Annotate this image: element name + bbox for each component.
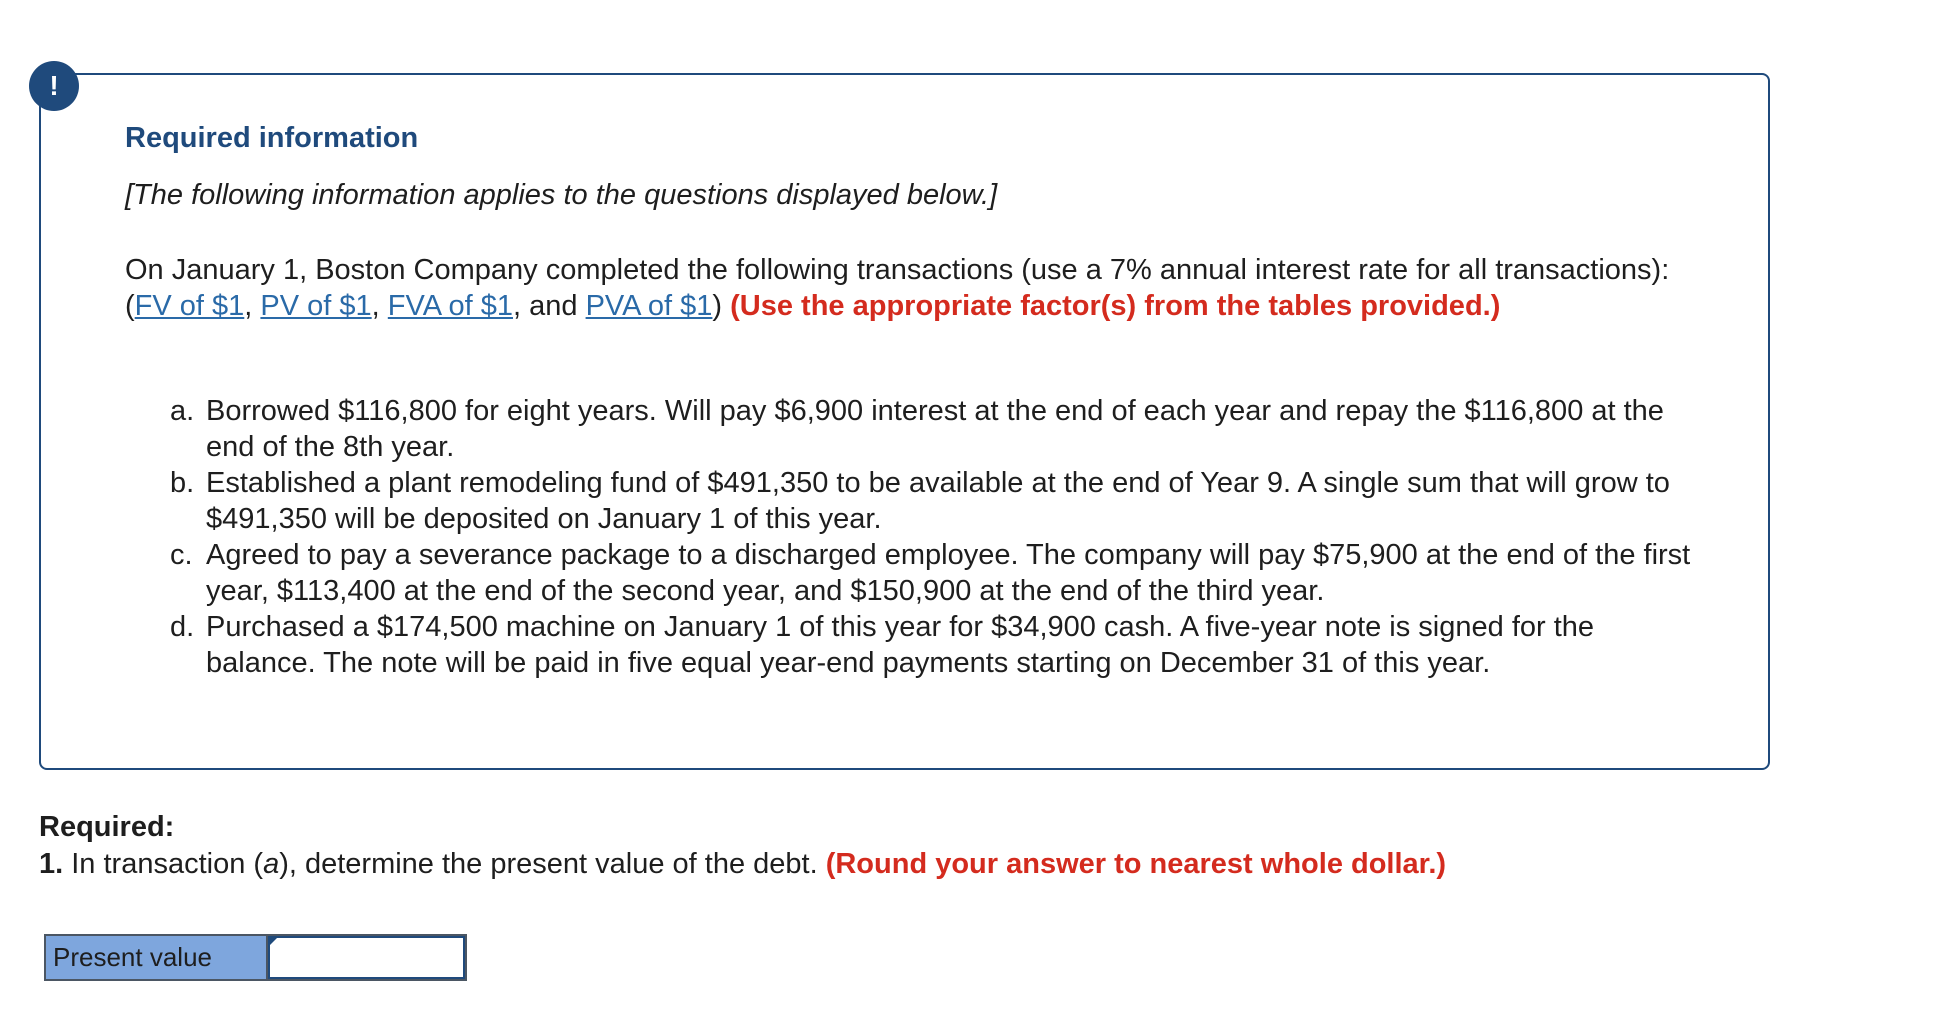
fv-table-link[interactable]: FV of $1	[134, 290, 245, 322]
intro-text: On January 1, Boston Company completed the following transactions (use a 7% annual interest rate for all transactions): (	[125, 254, 1670, 322]
item-text: Agreed to pay a severance package to a discharged employee. The company will pay $75,900 at the end of the first year, $113,400 at the end of the second year, and $150,900 at the end of the third year.	[206, 539, 1691, 607]
question-pre: In transaction (	[63, 848, 264, 880]
info-subtitle: [The following information applies to the questions displayed below.]	[125, 179, 998, 211]
intro-paragraph	[125, 252, 1685, 324]
factor-instruction: (Use the appropriate factor(s) from the tables provided.)	[730, 290, 1501, 322]
answer-cell	[266, 934, 467, 981]
list-item	[170, 609, 1700, 681]
rounding-instruction: (Round your answer to nearest whole dollar.)	[825, 848, 1447, 880]
item-text: Borrowed $116,800 for eight years. Will pay $6,900 interest at the end of each year and repay the $116,800 at the end of the 8th year.	[206, 395, 1664, 463]
separator: ,	[371, 290, 388, 322]
item-text: Purchased a $174,500 machine on January 1 of this year for $34,900 cash. A five-year note is signed for the balance. The note will be paid in five equal year-end payments starting on December 31 of this year.	[206, 611, 1595, 679]
question-italic: a	[263, 848, 280, 880]
question-post: ), determine the present value of the debt.	[279, 848, 826, 880]
alert-icon: !	[29, 61, 79, 111]
required-heading: Required:	[39, 811, 175, 843]
item-letter: c.	[170, 539, 193, 571]
pv-table-link[interactable]: PV of $1	[260, 290, 372, 322]
list-item	[170, 465, 1700, 537]
list-item	[170, 537, 1700, 609]
item-letter: a.	[170, 395, 195, 427]
question-number: 1.	[39, 848, 64, 880]
present-value-label: Present value	[44, 934, 266, 981]
answer-row	[44, 934, 467, 981]
present-value-input[interactable]	[268, 936, 465, 979]
item-letter: b.	[170, 467, 195, 499]
item-text: Established a plant remodeling fund of $491,350 to be available at the end of Year 9. A single sum that will grow to $491,350 will be deposited on January 1 of this year.	[206, 467, 1670, 535]
info-title: Required information	[125, 122, 419, 154]
close-paren: )	[712, 290, 731, 322]
fva-table-link[interactable]: FVA of $1	[387, 290, 514, 322]
item-letter: d.	[170, 611, 195, 643]
list-item	[170, 393, 1700, 465]
question-text	[39, 848, 1446, 881]
pva-table-link[interactable]: PVA of $1	[585, 290, 713, 322]
separator: ,	[244, 290, 261, 322]
separator: , and	[513, 290, 586, 322]
transaction-list	[170, 393, 1700, 681]
